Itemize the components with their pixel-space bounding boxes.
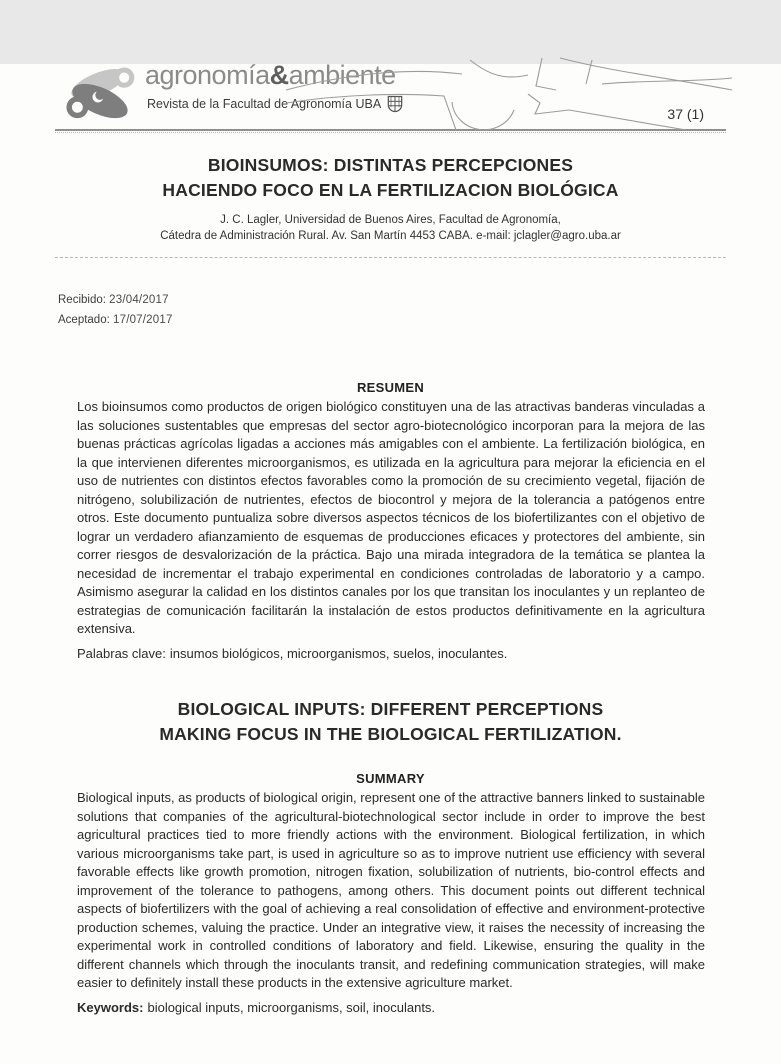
article-title-es-line1: BIOINSUMOS: DISTINTAS PERCEPCIONES [207, 155, 574, 175]
received-date: 23/04/2017 [109, 294, 169, 306]
author-divider [55, 257, 726, 258]
resumen-body: Los bioinsumos como productos de origen biológico constituyen una de las atractivas banderas vinculadas a las soluciones sustentables que empresas del sector agro-biotecnológico incorporan para la mejora de las buenas prácticas agrícolas ligadas a acciones más amigables con el ambiente. La fertilización biológica, en la que intervienen diferentes microorganismos, es utilizada en la agricultura para mejorar la eficiencia en el uso de nutrientes con distintos efectos favorables como la promoción de su crecimiento vegetal, fijación de nitrógeno, solubilización de nutrientes, efectos de biocontrol y mejora de la tolerancia a patógenos entre otros. Este documento puntualiza sobre diversos aspectos técnicos de los biofertilizantes con el objetivo de lograr un verdadero afianzamiento de esquemas de producciones eficaces y protectores del ambiente, sin correr riesgos de desvalorización de la práctica. Bajo una mirada integradora de la temática se plantea la necesidad de incrementar el trabajo experimental en condiciones controladas de laboratorio y a campo. Asimismo asegurar la calidad en los distintos canales por los que transitan los inoculantes y un replanteo de estrategias de comunicación facilitarán la instalación de estos productos definitivamente en la agricultura extensiva. [77, 399, 705, 636]
article-title-en-line2: MAKING FOCUS IN THE BIOLOGICAL FERTILIZATION. [159, 724, 622, 744]
journal-name-part2: ambiente [288, 60, 396, 90]
article-title-es-line2: HACIENDO FOCO EN LA FERTILIZACION BIOLÓGICA [162, 180, 619, 200]
keywords-text: biological inputs, microorganisms, soil, inoculants. [147, 999, 436, 1015]
received-line [58, 290, 781, 310]
header-divider [55, 129, 726, 131]
article-title-en [0, 697, 781, 747]
issue-number: 37 (1) [667, 106, 704, 122]
article-title-en-line1: BIOLOGICAL INPUTS: DIFFERENT PERCEPTIONS [177, 699, 604, 719]
journal-name-ampersand: & [269, 60, 289, 90]
keywords-label: Keywords: [77, 999, 144, 1015]
accepted-line [58, 310, 781, 330]
journal-logo-icon [61, 62, 139, 126]
author-line2: Cátedra de Administración Rural. Av. San Martín 4453 CABA. e-mail: jclagler@agro.uba.ar [160, 230, 621, 242]
keywords-line [77, 999, 705, 1018]
journal-subtitle: Revista de la Facultad de Agronomía UBA [147, 97, 382, 111]
journal-name [145, 60, 396, 91]
journal-name-part1: agronomía [145, 60, 270, 90]
author-affiliation [0, 212, 781, 244]
author-line1: J. C. Lagler, Universidad de Buenos Aires, Facultad de Agronomía, [220, 214, 561, 226]
accepted-date: 17/07/2017 [113, 314, 173, 326]
palabras-clave-text: insumos biológicos, microorganismos, suelos, inoculantes. [169, 645, 508, 661]
submission-dates [58, 290, 781, 330]
resumen-heading: RESUMEN [356, 380, 425, 395]
journal-subtitle-row [147, 95, 403, 113]
header-divider-dotted [55, 132, 726, 133]
journal-header [55, 60, 726, 126]
summary-body: Biological inputs, as products of biological origin, represent one of the attractive banners linked to sustainable solutions that companies of the agricultural-biotechnological sector include in order to improve the best agricultural practices tied to more friendly actions with the environment. Biological fertilization, in which various microorganisms take part, is used in agriculture so as to improve nutrient use efficiency with several favorable effects like growth promotion, nitrogen fixation, solubilization of nutrients, bio-control effects and improvement of the tolerance to pathogens, among others. This document points out different technical aspects of biofertilizers with the goal of achieving a real consolidation of effective and environment-protective production schemes, valuing the practice. Under an integrative view, it raises the necessity of increasing the experimental work in controlled conditions of laboratory and field. Likewise, ensuring the quality in the different channels which through the inoculants transit, and redefining communication strategies, will make easier to definitely install these products in the extensive agriculture market. [77, 790, 705, 990]
article-title-es [0, 153, 781, 203]
palabras-clave-line [77, 645, 705, 664]
palabras-clave-label: Palabras clave: [77, 645, 166, 661]
accepted-label: Aceptado: [58, 314, 110, 326]
received-label: Recibido: [58, 294, 106, 306]
summary-heading: SUMMARY [356, 771, 425, 786]
uba-crest-icon [387, 95, 403, 113]
journal-article-page [0, 60, 781, 1064]
